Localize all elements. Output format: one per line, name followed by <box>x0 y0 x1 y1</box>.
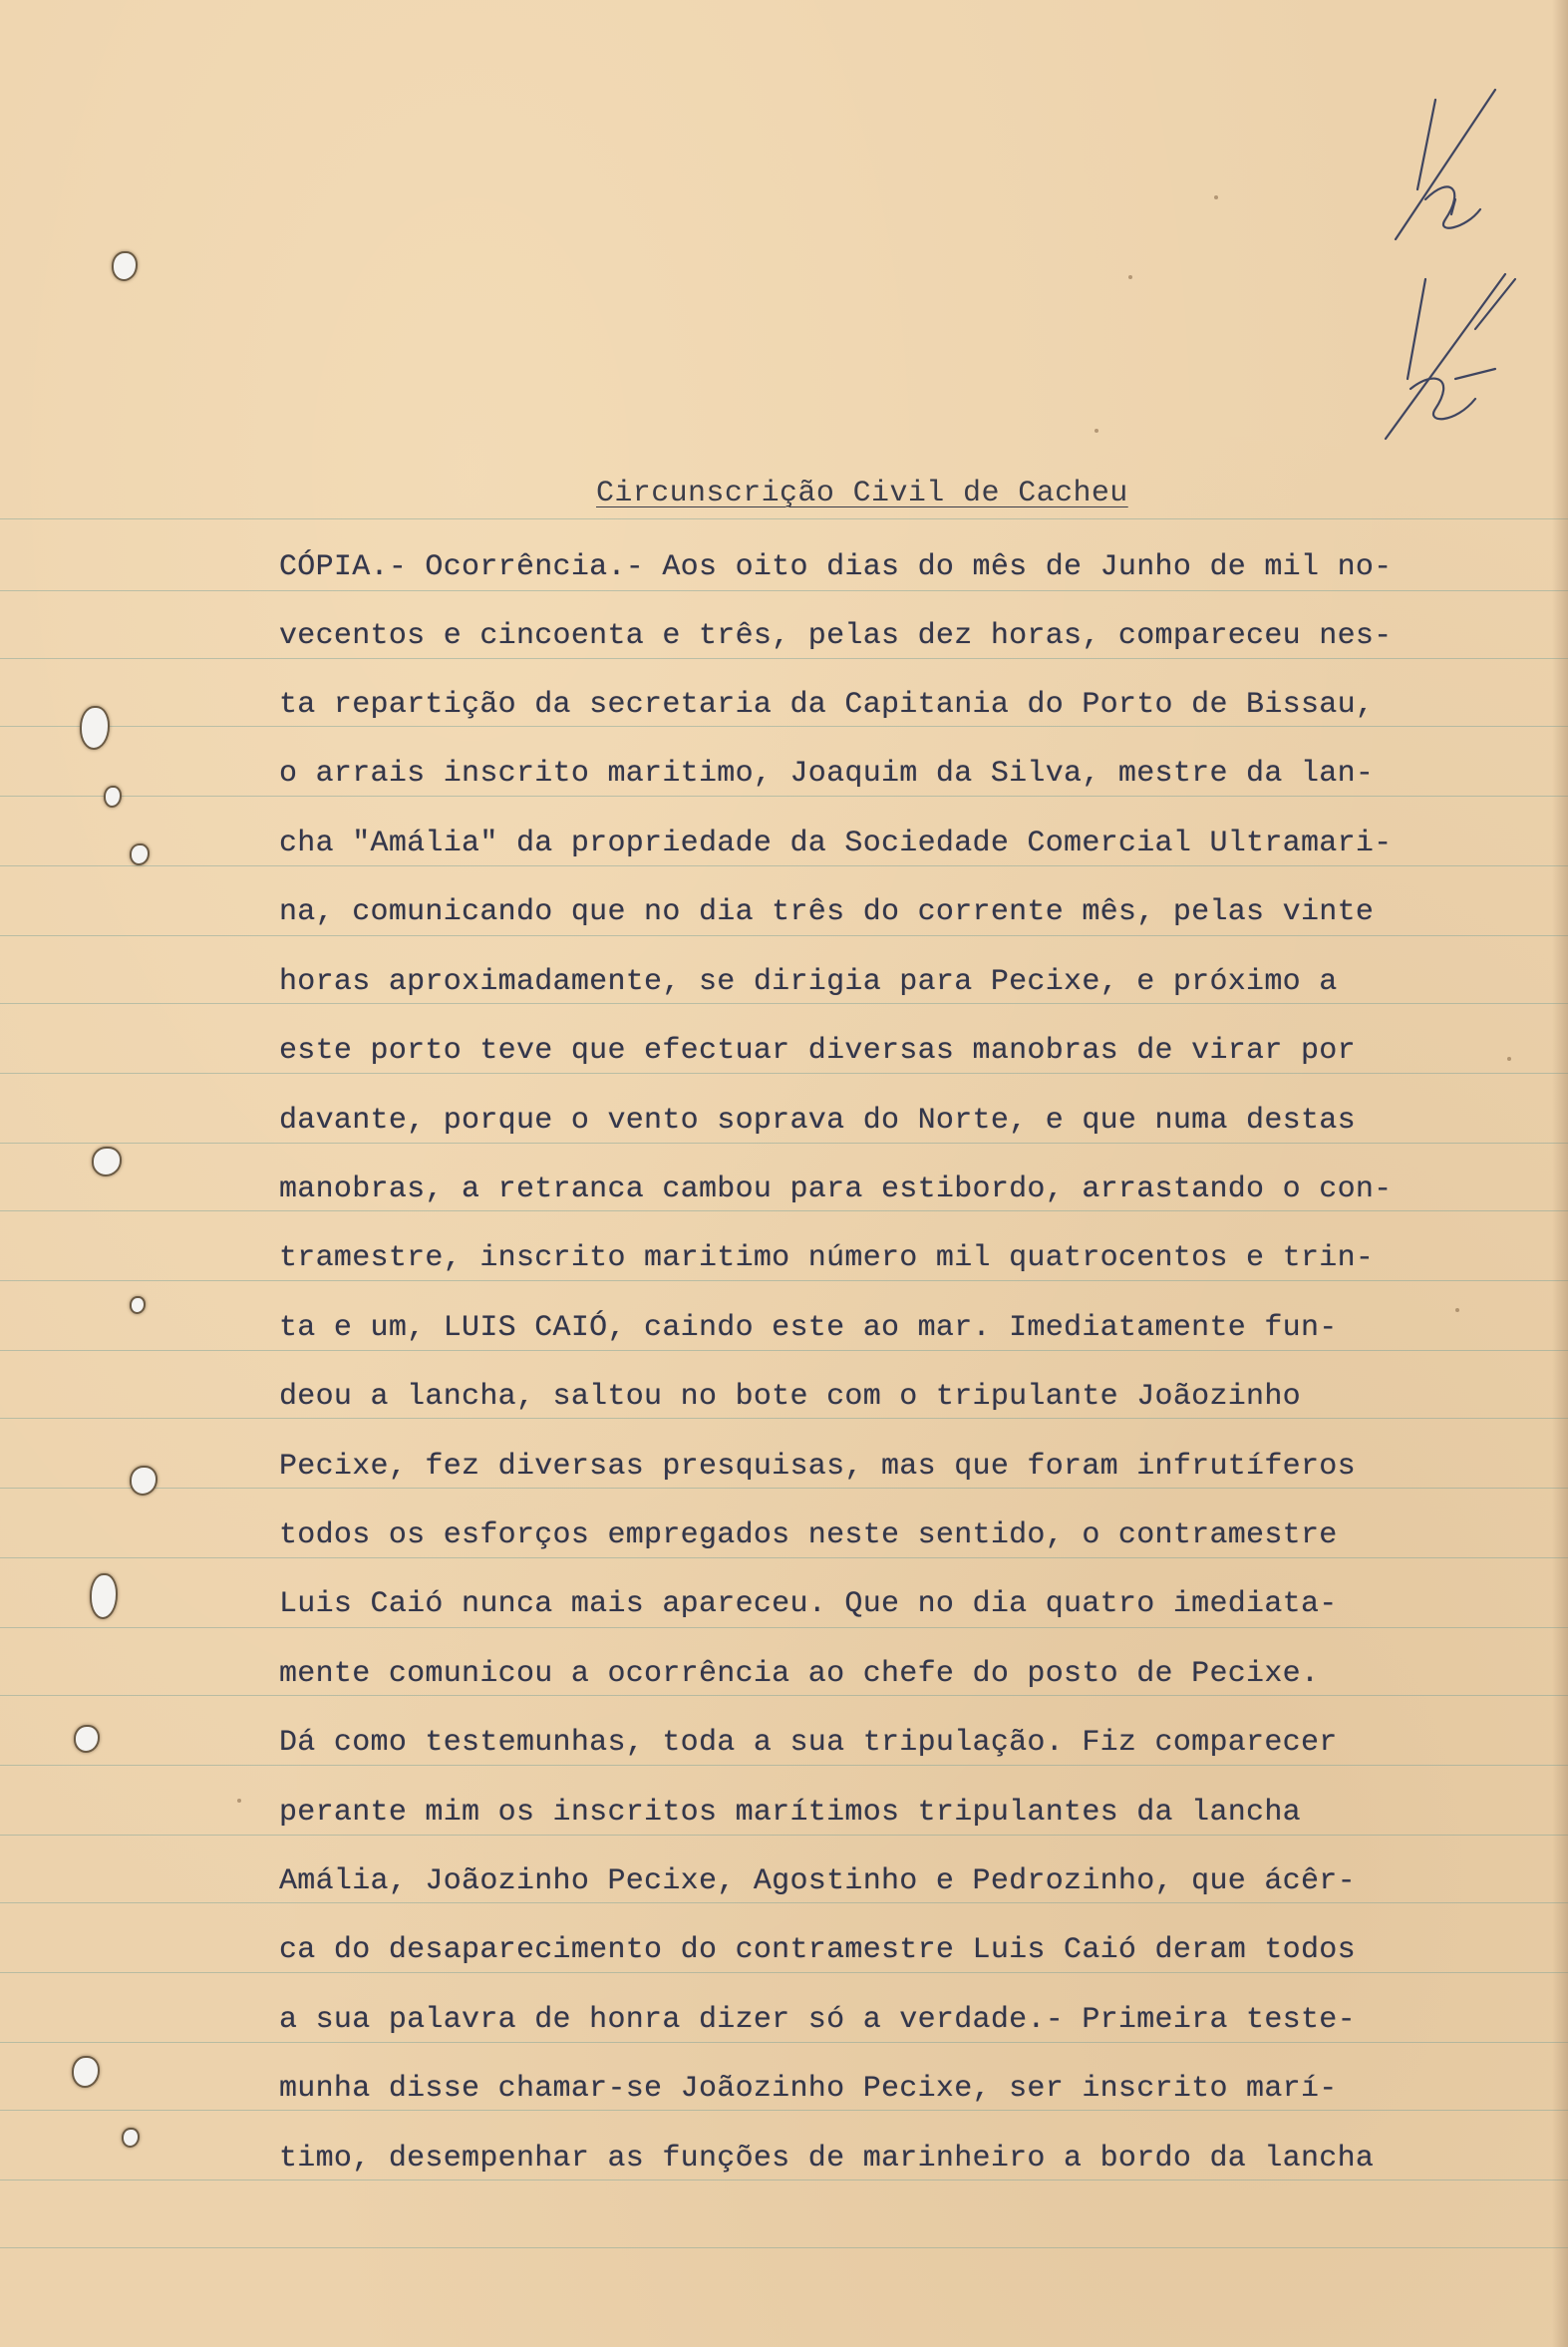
ruled-line <box>0 2110 1568 2111</box>
ruled-line <box>0 2179 1568 2180</box>
ruled-line <box>0 1695 1568 1696</box>
punch-hole <box>122 2128 140 2148</box>
paper-speck <box>1455 1308 1459 1312</box>
ruled-line <box>0 518 1568 519</box>
ruled-line <box>0 1350 1568 1351</box>
pencil-annotation-mark <box>1356 80 1555 459</box>
ruled-line <box>0 1902 1568 1903</box>
ruled-line <box>0 865 1568 866</box>
punch-hole <box>80 706 110 750</box>
punch-hole <box>74 1725 100 1753</box>
ruled-line <box>0 590 1568 591</box>
ruled-line <box>0 1765 1568 1766</box>
text-line: o arrais inscrito maritimo, Joaquim da Silva, mestre da lan- <box>279 757 1375 791</box>
ruled-line <box>0 1073 1568 1074</box>
paper-speck <box>1095 429 1098 433</box>
text-line: munha disse chamar-se Joãozinho Pecixe, ser inscrito marí- <box>279 2072 1338 2106</box>
punch-hole <box>90 1573 118 1619</box>
text-line: ca do desaparecimento do contramestre Luis Caió deram todos <box>279 1933 1356 1967</box>
ruled-line <box>0 2247 1568 2248</box>
punch-hole <box>92 1147 122 1176</box>
text-line: perante mim os inscritos marítimos tripulantes da lancha <box>279 1796 1301 1830</box>
punch-hole <box>72 2056 100 2088</box>
text-line: na, comunicando que no dia três do corrente mês, pelas vinte <box>279 895 1375 929</box>
ruled-line <box>0 1143 1568 1144</box>
text-line: Dá como testemunhas, toda a sua tripulação. Fiz comparecer <box>279 1726 1338 1760</box>
text-line: ta repartição da secretaria da Capitania do Porto de Bissau, <box>279 688 1375 722</box>
text-line: todos os esforços empregados neste sentido, o contramestre <box>279 1518 1338 1552</box>
text-line: CÓPIA.- Ocorrência.- Aos oito dias do mês de Junho de mil no- <box>279 550 1393 584</box>
text-line: ta e um, LUIS CAIÓ, caindo este ao mar. Imediatamente fun- <box>279 1311 1338 1345</box>
text-line: Amália, Joãozinho Pecixe, Agostinho e Pedrozinho, que ácêr- <box>279 1864 1356 1898</box>
text-line: manobras, a retranca cambou para estibordo, arrastando o con- <box>279 1173 1393 1206</box>
punch-hole <box>130 843 150 865</box>
punch-hole <box>130 1296 146 1314</box>
ruled-line <box>0 726 1568 727</box>
text-line: a sua palavra de honra dizer só a verdade.- Primeira teste- <box>279 2003 1356 2037</box>
text-line: deou a lancha, saltou no bote com o tripulante Joãozinho <box>279 1380 1301 1414</box>
document-heading: Circunscrição Civil de Cacheu <box>596 477 1128 510</box>
paper-speck <box>237 1799 241 1803</box>
ruled-line <box>0 1418 1568 1419</box>
text-line: horas aproximadamente, se dirigia para Pecixe, e próximo a <box>279 965 1338 999</box>
paper-speck <box>1214 195 1218 199</box>
ruled-line <box>0 1210 1568 1211</box>
text-line: Pecixe, fez diversas presquisas, mas que foram infrutíferos <box>279 1450 1356 1484</box>
punch-hole <box>104 786 122 808</box>
ruled-line <box>0 1835 1568 1836</box>
ruled-line <box>0 1003 1568 1004</box>
ruled-line <box>0 1972 1568 1973</box>
ruled-line <box>0 2042 1568 2043</box>
ruled-line <box>0 1280 1568 1281</box>
punch-hole <box>112 251 138 281</box>
ruled-line <box>0 1627 1568 1628</box>
punch-hole <box>130 1466 157 1496</box>
paper-speck <box>1507 1057 1511 1061</box>
ruled-line <box>0 935 1568 936</box>
ruled-line <box>0 1488 1568 1489</box>
text-line: timo, desempenhar as funções de marinheiro a bordo da lancha <box>279 2142 1375 2176</box>
ruled-line <box>0 658 1568 659</box>
text-line: cha "Amália" da propriedade da Sociedade Comercial Ultramari- <box>279 827 1393 860</box>
text-line: este porto teve que efectuar diversas manobras de virar por <box>279 1034 1356 1068</box>
text-line: mente comunicou a ocorrência ao chefe do posto de Pecixe. <box>279 1657 1320 1691</box>
text-line: davante, porque o vento soprava do Norte, e que numa destas <box>279 1104 1356 1138</box>
ruled-line <box>0 796 1568 797</box>
text-line: vecentos e cincoenta e três, pelas dez horas, compareceu nes- <box>279 619 1393 653</box>
text-line: Luis Caió nunca mais apareceu. Que no dia quatro imediata- <box>279 1587 1338 1621</box>
paper-speck <box>1128 275 1132 279</box>
ruled-line <box>0 1557 1568 1558</box>
text-line: tramestre, inscrito maritimo número mil quatrocentos e trin- <box>279 1241 1375 1275</box>
page-edge-shadow <box>1552 0 1568 2347</box>
